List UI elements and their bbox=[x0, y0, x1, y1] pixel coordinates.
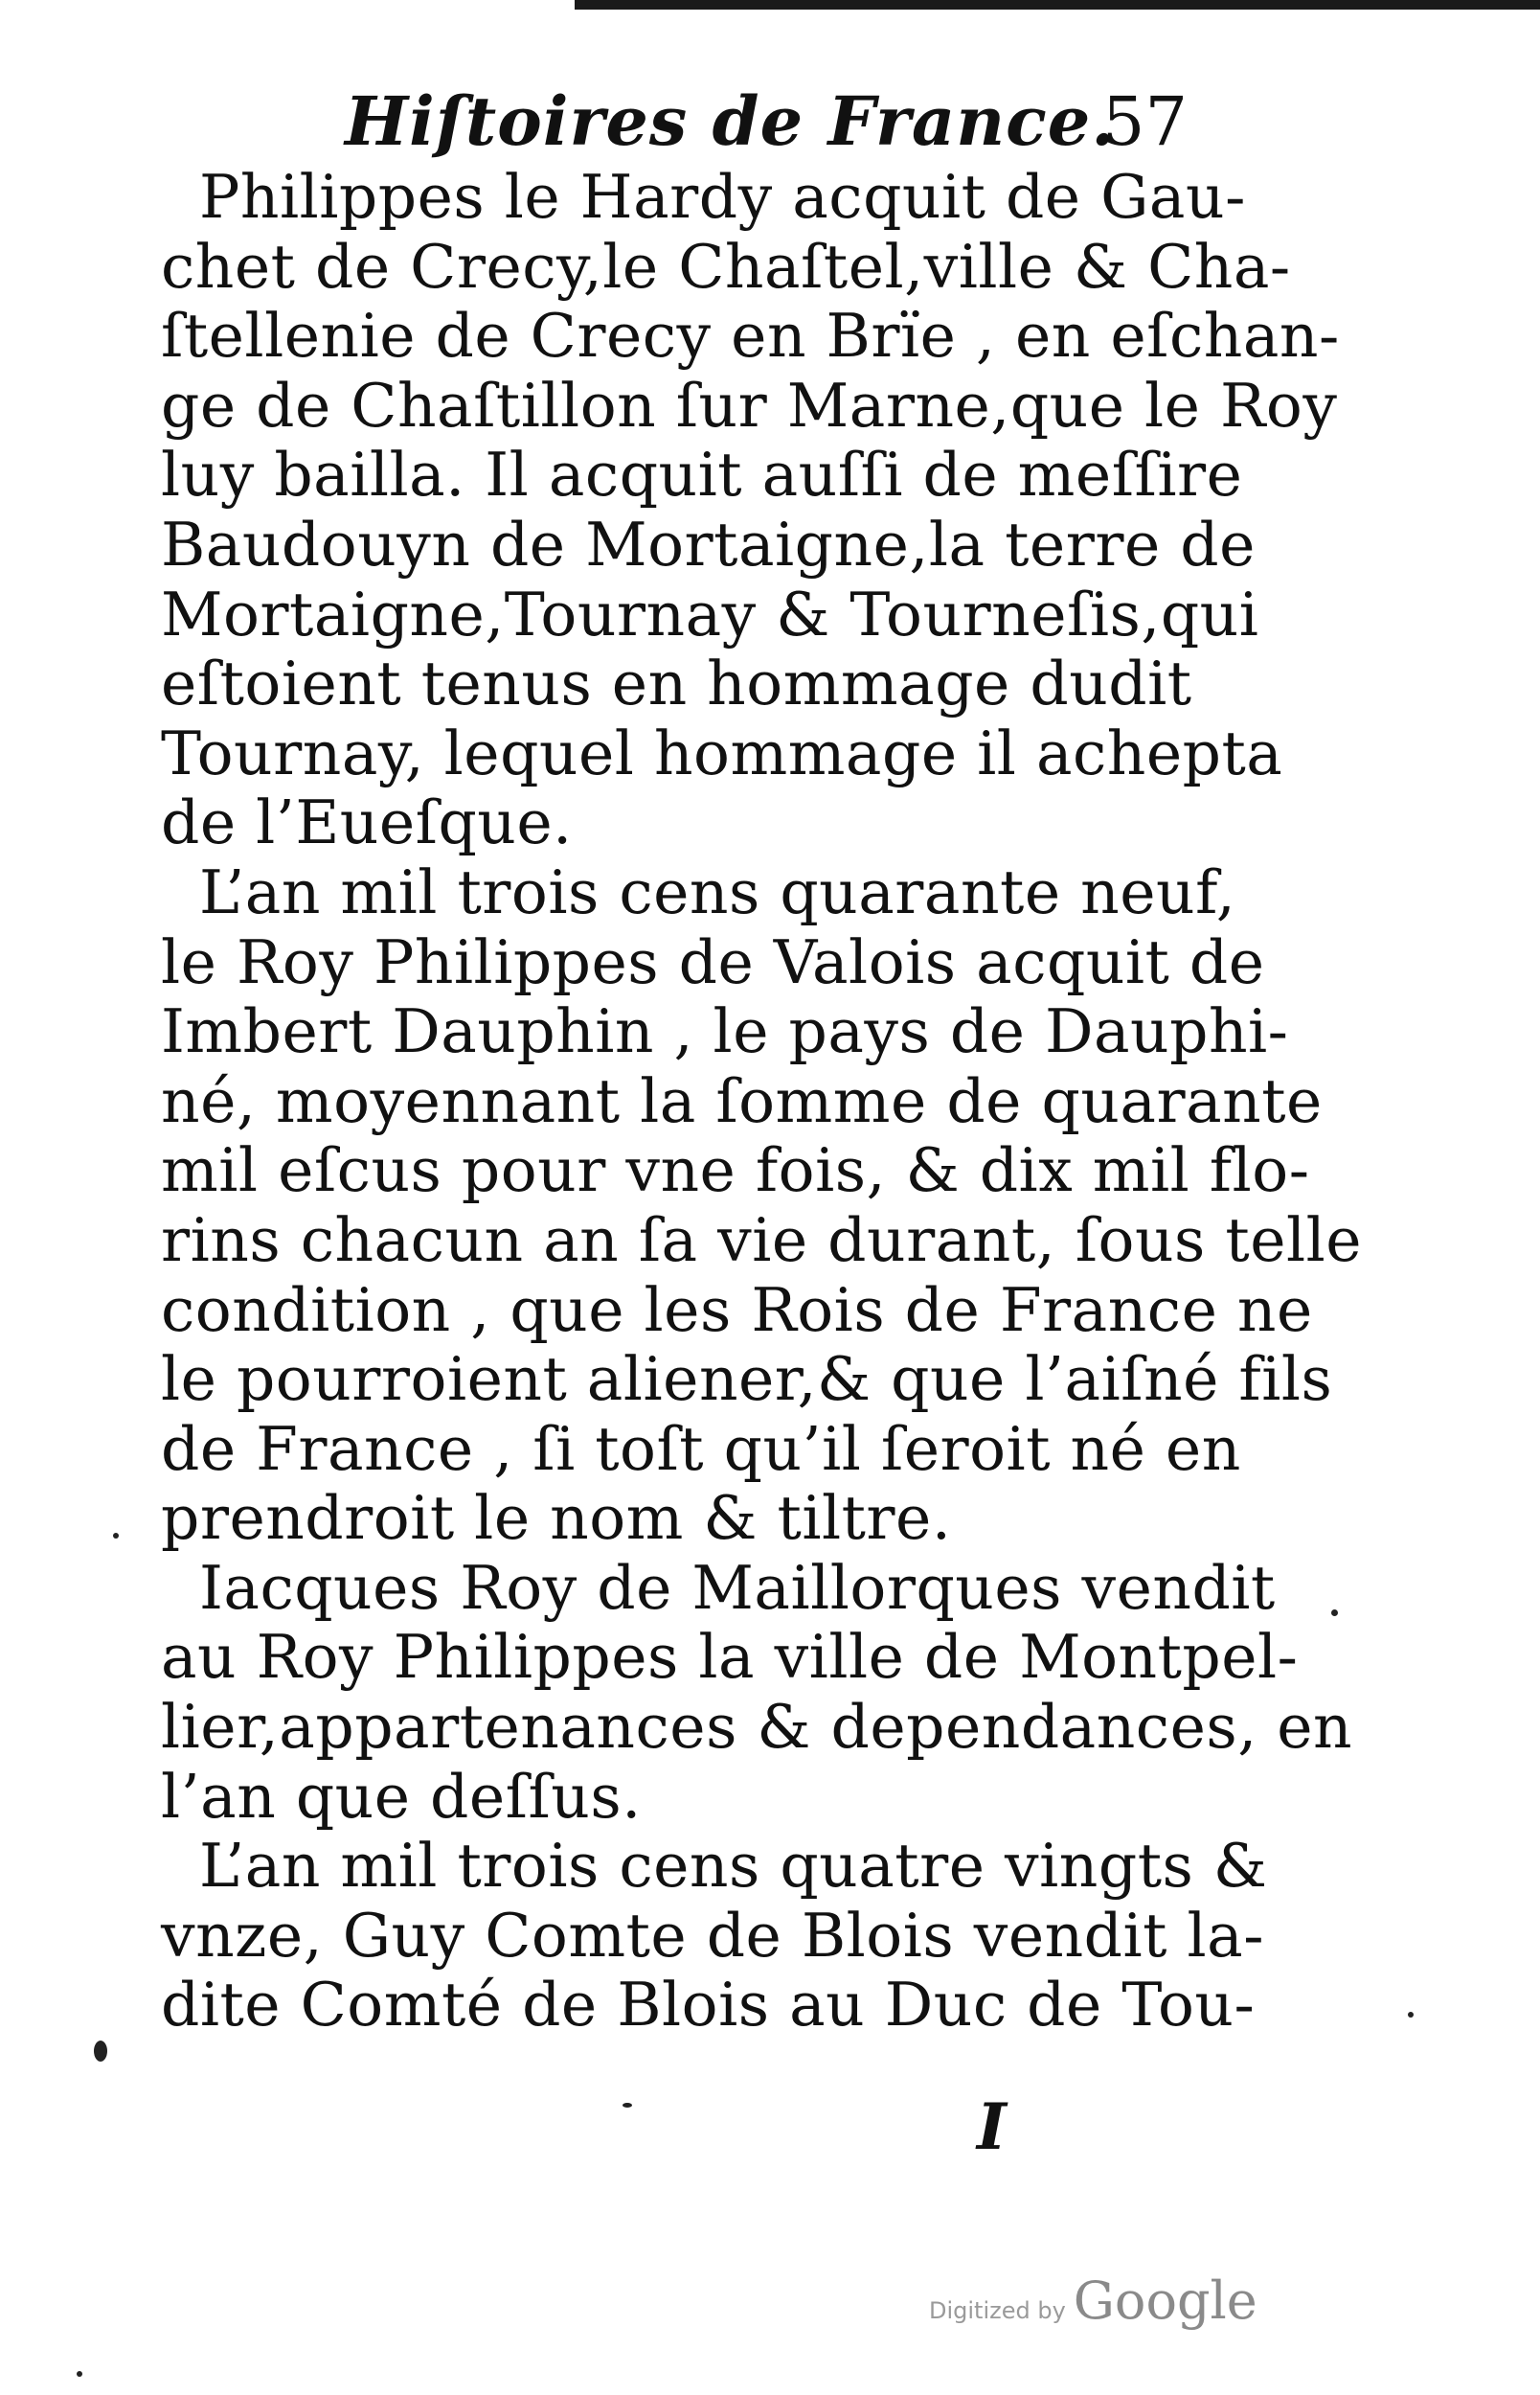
text-line: Iacques Roy de Maillorques vendit bbox=[199, 1552, 1276, 1623]
digitization-watermark bbox=[929, 2270, 1257, 2338]
ink-speck bbox=[94, 2041, 107, 2062]
text-line: de l’Eueſque. bbox=[161, 787, 573, 858]
text-line: prendroit le nom & tiltre. bbox=[161, 1483, 952, 1554]
text-line: Imbert Dauphin , le pays de Dauphi- bbox=[161, 996, 1289, 1067]
ink-speck bbox=[1331, 1609, 1338, 1616]
text-line: dite Comté de Blois au Duc de Tou- bbox=[161, 1970, 1256, 2041]
text-line: vnze, Guy Comte de Blois vendit la- bbox=[161, 1900, 1264, 1971]
body-text bbox=[161, 162, 1363, 2041]
text-line: Philippes le Hardy acquit de Gau- bbox=[199, 162, 1246, 232]
text-line: mil eſcus pour vne fois, & dix mil flo- bbox=[161, 1135, 1310, 1206]
watermark-prefix: Digitized by bbox=[929, 2297, 1066, 2324]
text-line: au Roy Philippes la ville de Montpel- bbox=[161, 1622, 1299, 1693]
paragraph bbox=[161, 856, 1363, 1554]
text-line: L’an mil trois cens quatre vingts & bbox=[199, 1831, 1268, 1902]
page-header bbox=[345, 69, 1188, 174]
text-line: ſtellenie de Crecy en Brïe , en eſchan- bbox=[161, 301, 1340, 372]
text-line: lier,appartenances & dependances, en bbox=[161, 1692, 1353, 1763]
text-line: eſtoient tenus en hommage dudit bbox=[161, 649, 1192, 719]
top-edge-rule bbox=[575, 0, 1540, 10]
ink-speck bbox=[623, 2103, 632, 2108]
running-title: Hiſtoires de France. bbox=[345, 81, 1116, 161]
text-line: l’an que deſſus. bbox=[161, 1761, 642, 1832]
text-line: le pourroient aliener,& que l’aiſné fils bbox=[161, 1344, 1333, 1415]
text-line: ge de Chaſtillon ſur Marne,que le Roy bbox=[161, 370, 1338, 441]
text-line: L’an mil trois cens quarante neuf, bbox=[199, 856, 1236, 927]
page-number: 57 bbox=[1101, 82, 1188, 161]
ink-speck bbox=[113, 1533, 119, 1539]
text-line: né, moyennant la ſomme de quarante bbox=[161, 1065, 1323, 1136]
ink-speck bbox=[77, 2371, 82, 2377]
text-line: chet de Crecy,le Chaſtel,ville & Cha- bbox=[161, 231, 1291, 302]
paragraph bbox=[161, 162, 1340, 858]
paragraph bbox=[161, 1552, 1353, 1832]
text-line: luy bailla. Il acquit auſſi de meſſire bbox=[161, 440, 1243, 511]
ink-speck bbox=[1408, 2012, 1414, 2018]
paragraph bbox=[161, 1831, 1268, 2041]
text-line: Mortaigne,Tournay & Tourneſis,qui bbox=[161, 579, 1259, 650]
text-line: rins chacun an ſa vie durant, ſous telle bbox=[161, 1204, 1363, 1275]
text-line: condition , que les Rois de France ne bbox=[161, 1274, 1313, 1345]
google-logo: Google bbox=[1073, 2270, 1257, 2331]
text-line: le Roy Philippes de Valois acquit de bbox=[161, 926, 1265, 997]
text-line: Tournay, lequel hommage il achepta bbox=[161, 718, 1283, 788]
text-line: Baudouyn de Mortaigne,la terre de bbox=[161, 509, 1256, 580]
catchword: I bbox=[977, 2089, 1007, 2164]
text-line: de France , ſi toſt qu’il ſeroit né en bbox=[161, 1413, 1241, 1484]
